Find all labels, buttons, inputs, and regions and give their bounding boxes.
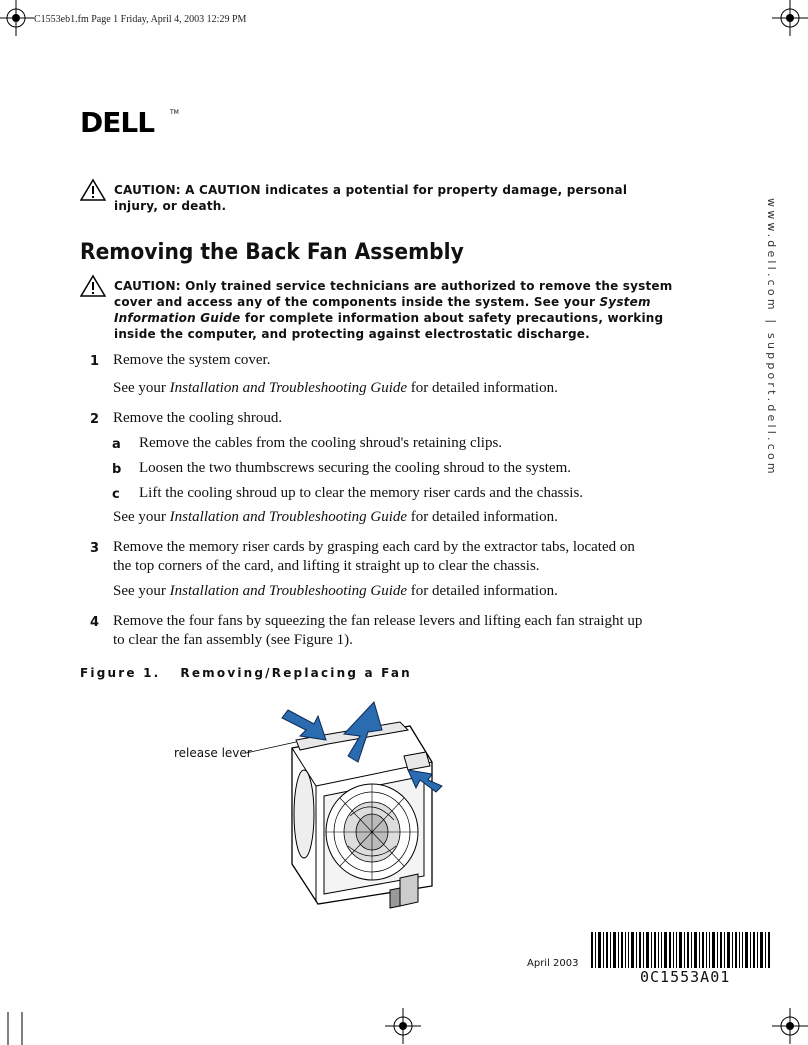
figure-title: Removing/Replacing a Fan	[180, 666, 412, 680]
step-2	[90, 409, 650, 429]
side-website-text: www.dell.com | support.dell.com	[765, 198, 778, 477]
see-guide-note: See your Installation and Troubleshooting Guide for detailed information.	[113, 380, 558, 396]
substep-c	[112, 484, 652, 504]
caution-service	[80, 274, 674, 342]
crop-mark-icon	[0, 1012, 30, 1045]
see-guide-note: See your Installation and Troubleshooting Guide for detailed information.	[113, 583, 558, 599]
substep-letter: c	[112, 487, 120, 502]
caution-service-line1: Only trained service technicians are authorized to remove the system	[185, 279, 673, 293]
see-guide-note: See your Installation and Troubleshooting Guide for detailed information.	[113, 509, 558, 525]
caution-general	[80, 178, 654, 214]
trademark-mark: TM	[170, 109, 179, 116]
release-lever-callout: release lever	[174, 746, 252, 760]
dell-logo-text: DELL	[80, 106, 155, 138]
file-info-header: C1553eb1.fm Page 1 Friday, April 4, 2003 12:29 PM	[34, 14, 247, 25]
warning-triangle-icon	[80, 274, 106, 298]
figure-number: Figure 1.	[80, 666, 161, 680]
caution-label: CAUTION:	[114, 183, 181, 197]
step-number: 3	[90, 541, 100, 556]
caution-service-line2: cover and access any of the components inside the system. See your	[114, 295, 596, 309]
substep-letter: a	[112, 437, 121, 452]
step-text: Remove the system cover.	[113, 352, 271, 368]
caution-general-line1: A CAUTION indicates a potential for property damage, personal	[185, 183, 628, 197]
registration-mark-icon	[772, 0, 808, 36]
step-text: Remove the cooling shroud.	[113, 410, 283, 426]
caution-service-line3: for complete information about safety precautions, working	[244, 311, 664, 325]
warning-triangle-icon	[80, 178, 106, 202]
barcode	[591, 932, 771, 968]
step-text: Remove the four fans by squeezing the fan release levers and lifting each fan straight up to clear the fan assembly (see Figure 1).	[113, 613, 643, 648]
step-number: 2	[90, 412, 100, 427]
caution-service-line2-italic: System	[599, 295, 651, 309]
step-text: Remove the memory riser cards by grasping each card by the extractor tabs, located on the top corners of the card, and lifting it straight up to clear the chassis.	[113, 539, 635, 574]
step-4	[90, 612, 650, 650]
step-number: 1	[90, 354, 100, 369]
substep-letter: b	[112, 462, 122, 477]
substep-a	[112, 434, 652, 454]
caution-service-line4: inside the computer, and protecting against electrostatic discharge.	[114, 327, 590, 341]
step-1	[90, 351, 650, 371]
substep-text: Remove the cables from the cooling shroud's retaining clips.	[139, 435, 503, 451]
registration-mark-icon	[772, 1008, 808, 1044]
figure-caption	[80, 666, 412, 680]
registration-mark-icon	[0, 0, 34, 36]
fan-removal-illustration	[240, 696, 460, 912]
caution-service-line3-italic: Information Guide	[114, 311, 241, 325]
registration-mark-icon	[385, 1008, 421, 1044]
caution-general-line2: injury, or death.	[114, 199, 227, 213]
substep-text: Lift the cooling shroud up to clear the memory riser cards and the chassis.	[139, 485, 584, 501]
dell-logo	[80, 106, 180, 138]
substep-b	[112, 459, 652, 479]
publication-date: April 2003	[527, 958, 579, 969]
page-title: Removing the Back Fan Assembly	[80, 240, 464, 265]
caution-label: CAUTION:	[114, 279, 181, 293]
step-number: 4	[90, 615, 100, 630]
part-number: 0C1553A01	[640, 968, 731, 986]
substep-text: Loosen the two thumbscrews securing the cooling shroud to the system.	[139, 460, 572, 476]
step-3	[90, 538, 650, 576]
